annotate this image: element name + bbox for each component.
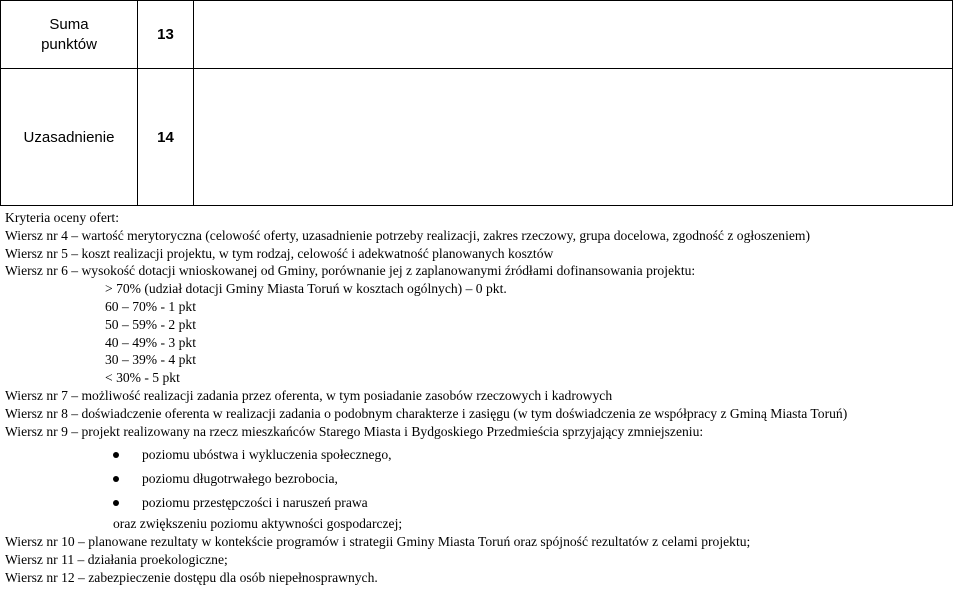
empty-cell	[194, 69, 953, 206]
bullet-icon	[113, 476, 119, 482]
criteria-heading: Kryteria oceny ofert:	[5, 210, 119, 225]
row-label-cell	[1, 1, 138, 69]
criterion-row-8: Wiersz nr 8 – doświadczenie oferenta w realizacji zadania o podobnym charakterze i zasięgu (w tym doświadczenia ze współpracy z Gminą Miasta Toruń)	[5, 405, 848, 421]
scale-item: > 70% (udział dotacji Gminy Miasta Toruń w kosztach ogólnych) – 0 pkt.	[105, 281, 507, 297]
criterion-row-9: Wiersz nr 9 – projekt realizowany na rzecz mieszkańców Starego Miasta i Bydgoskiego Przedmieścia sprzyjający zmniejszeniu:	[5, 423, 704, 439]
criterion-row-7: Wiersz nr 7 – możliwość realizacji zadania przez oferenta, w tym posiadanie zasobów rzeczowych i kadrowych	[5, 387, 613, 403]
bullet-icon	[113, 500, 119, 506]
criterion-row-10: Wiersz nr 10 – planowane rezultaty w kontekście programów i strategii Gminy Miasta Toruń oraz spójność rezultatów z celami projektu;	[5, 534, 751, 550]
row-label: Suma punktów	[41, 15, 97, 53]
bullet-text: poziomu ubóstwa i wykluczenia społecznego,	[142, 447, 392, 463]
row-number-cell	[138, 1, 194, 69]
table-row	[1, 1, 953, 69]
criterion-row-11: Wiersz nr 11 – działania proekologiczne;	[5, 551, 228, 567]
criterion-row-9-after: oraz zwiększeniu poziomu aktywności gospodarczej;	[113, 516, 403, 532]
row-number-cell	[138, 69, 194, 206]
scale-item: 60 – 70% - 1 pkt	[105, 298, 196, 314]
bullet-text: poziomu długotrwałego bezrobocia,	[142, 471, 338, 487]
scale-item: 50 – 59% - 2 pkt	[105, 316, 196, 332]
scale-item: 40 – 49% - 3 pkt	[105, 334, 196, 350]
empty-cell	[194, 1, 953, 69]
criterion-row-5: Wiersz nr 5 – koszt realizacji projektu, w tym rodzaj, celowość i adekwatność planowanych kosztów	[5, 245, 554, 261]
bullet-icon	[113, 452, 119, 458]
summary-table	[0, 0, 953, 206]
criterion-row-12: Wiersz nr 12 – zabezpieczenie dostępu dla osób niepełnosprawnych.	[5, 569, 378, 585]
bullet-text: poziomu przestępczości i naruszeń prawa	[142, 495, 368, 511]
row-number: 13	[157, 26, 174, 43]
table-row	[1, 69, 953, 206]
scale-item: < 30% - 5 pkt	[105, 370, 180, 386]
criterion-row-9-bullets	[5, 443, 960, 515]
list-item	[5, 443, 960, 467]
criteria-section	[5, 209, 960, 587]
list-item	[5, 467, 960, 491]
row-label: Uzasadnienie	[23, 128, 115, 146]
row-label-cell	[1, 69, 138, 206]
scale-item: 30 – 39% - 4 pkt	[105, 352, 196, 368]
row-number: 14	[157, 128, 174, 146]
list-item	[5, 491, 960, 515]
criterion-row-6: Wiersz nr 6 – wysokość dotacji wnioskowanej od Gminy, porównanie jej z zaplanowanymi źródłami dofinansowania projektu:	[5, 263, 696, 279]
criterion-row-4: Wiersz nr 4 – wartość merytoryczna (celowość oferty, uzasadnienie potrzeby realizacji, zakres rzeczowy, grupa docelowa, zgodność z ogłoszeniem)	[5, 227, 811, 243]
